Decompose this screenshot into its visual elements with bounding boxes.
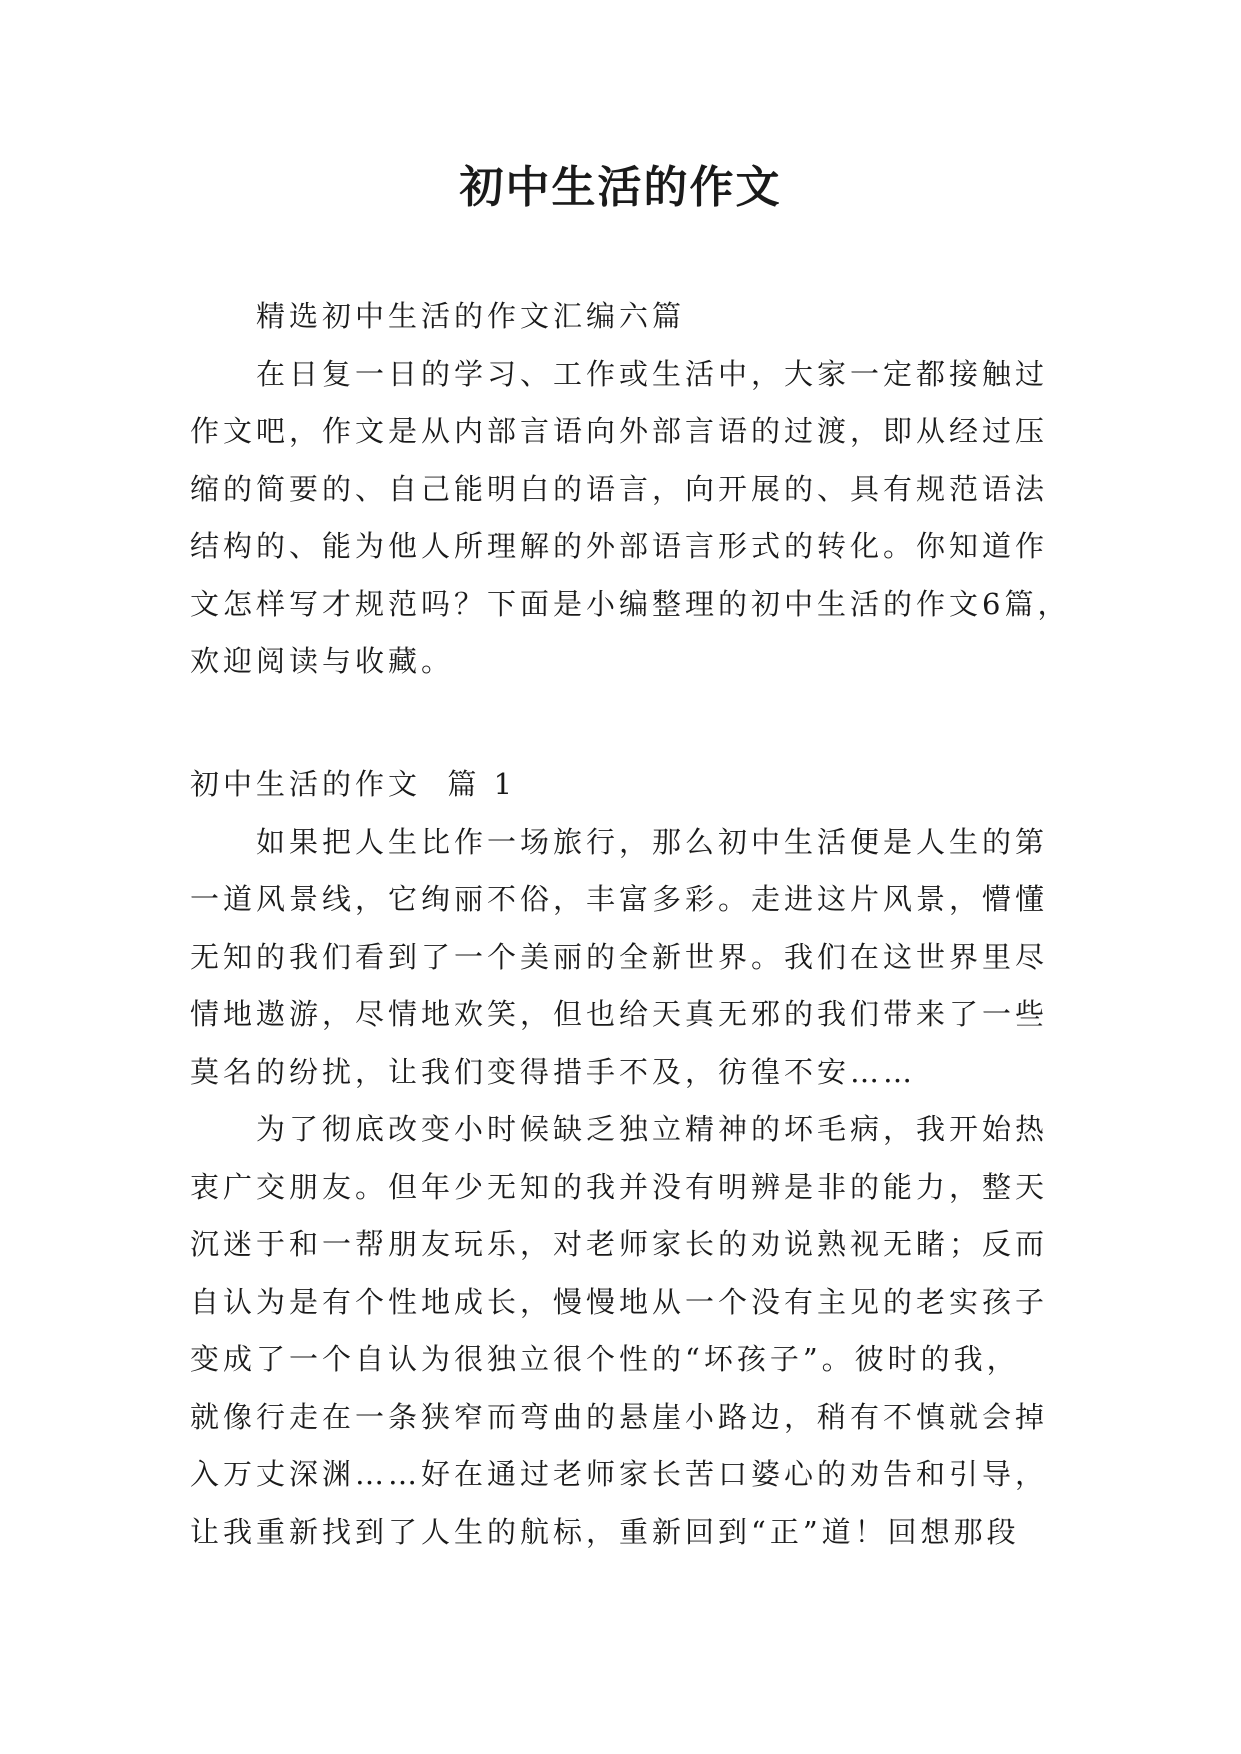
intro-line: 在日复一日的学习、工作或生活中，大家一定都接触过 (256, 356, 1049, 391)
paragraph-line: 如果把人生比作一场旅行，那么初中生活便是人生的第 (256, 824, 1049, 859)
subtitle: 精选初中生活的作文汇编六篇 (256, 299, 686, 333)
intro-line: 结构的、能为他人所理解的外部语言形式的转化。你知道作 (190, 529, 1049, 563)
intro-block (190, 288, 1071, 691)
paragraph-line: 自认为是有个性地成长，慢慢地从一个没有主见的老实孩子 (190, 1284, 1049, 1319)
paragraph-line: 变成了一个自认为很独立很个性的“坏孩子”。彼时的我， (190, 1342, 1020, 1376)
paragraph-line: 让我重新找到了人生的航标，重新回到“正”道！回想那段 (190, 1514, 1020, 1549)
intro-line: 缩的简要的、自己能明白的语言，向开展的、具有规范语法 (190, 471, 1049, 506)
intro-line: 欢迎阅读与收藏。 (190, 644, 455, 678)
paragraph-line: 情地遨游，尽情地欢笑，但也给天真无邪的我们带来了一些 (190, 997, 1049, 1031)
paragraph-line: 就像行走在一条狭窄而弯曲的悬崖小路边，稍有不慎就会掉 (190, 1399, 1049, 1434)
intro-line: 文怎样写才规范吗？下面是小编整理的初中生活的作文6篇， (190, 586, 1071, 621)
paragraph-line: 无知的我们看到了一个美丽的全新世界。我们在这世界里尽 (190, 939, 1049, 974)
paragraph-line: 莫名的纷扰，让我们变得措手不及，彷徨不安…… (190, 1054, 917, 1089)
paragraph-line: 衷广交朋友。但年少无知的我并没有明辨是非的能力，整天 (190, 1169, 1049, 1204)
paragraph-line: 一道风景线，它绚丽不俗，丰富多彩。走进这片风景，懵懂 (190, 882, 1049, 916)
section-heading: 初中生活的作文 篇 1 (190, 767, 517, 801)
paragraph-line: 入万丈深渊……好在通过老师家长苦口婆心的劝告和引导， (190, 1457, 1049, 1491)
intro-line: 作文吧，作文是从内部言语向外部言语的过渡，即从经过压 (190, 414, 1049, 448)
paragraph-line: 为了彻底改变小时候缺乏独立精神的坏毛病，我开始热 (256, 1112, 1049, 1146)
paragraph-line: 沉迷于和一帮朋友玩乐，对老师家长的劝说熟视无睹；反而 (190, 1227, 1049, 1261)
essay-section (190, 756, 1052, 1561)
document-title: 初中生活的作文 (459, 162, 782, 213)
